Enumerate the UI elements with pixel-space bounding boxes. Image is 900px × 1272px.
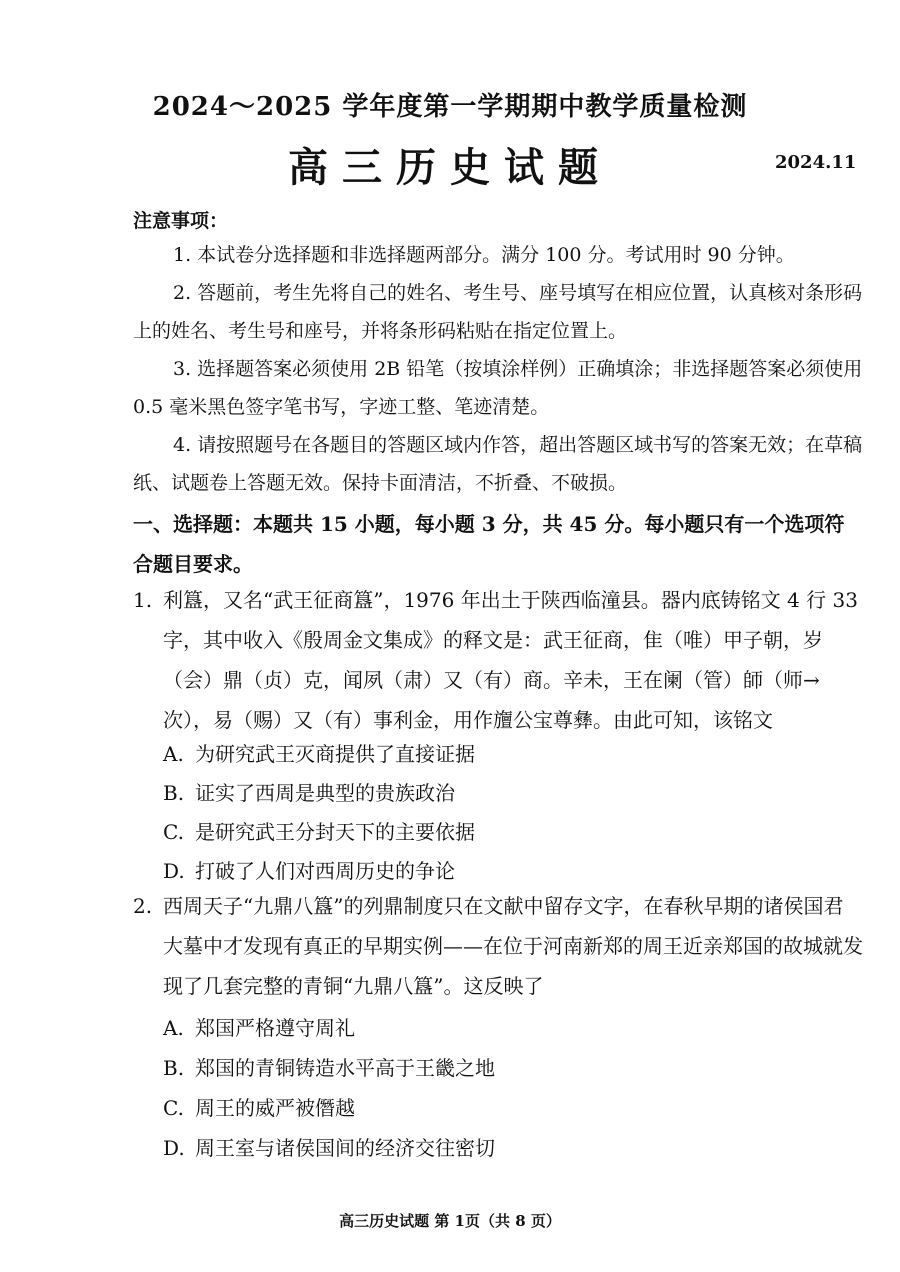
option-d <box>163 1132 495 1161</box>
notice-item <box>133 274 863 350</box>
page-title: 高三历史试题 <box>288 144 612 191</box>
option-letter: B. <box>163 1056 185 1080</box>
notice-item-text: 2. 答题前，考生先将自己的姓名、考生号、座号填写在相应位置，认真核对条形码上的姓名、考生号和座号，并将条形码粘贴在指定位置上。 <box>133 282 863 342</box>
option-text: 郑国严格遵守周礼 <box>195 1016 355 1040</box>
notice-item <box>133 350 863 426</box>
option-text: 是研究武王分封天下的主要依据 <box>195 820 475 844</box>
section-heading: 一、选择题：本题共 15 小题，每小题 3 分，共 45 分。每小题只有一个选项符合题目要求。 <box>133 512 845 576</box>
option-a <box>163 738 475 767</box>
notice-item <box>133 236 863 274</box>
option-text: 打破了人们对西周历史的争论 <box>195 859 455 883</box>
notice-heading: 注意事项： <box>133 210 229 232</box>
option-text: 为研究武王灭商提供了直接证据 <box>195 742 475 766</box>
option-b <box>163 777 455 806</box>
question-stem: 利簋，又名“武王征商簋”，1976 年出土于陕西临潼县。器内底铸铭文 4 行 33 字，其中收入《殷周金文集成》的释文是：武王征商，隹（唯）甲子朝，岁（会）鼎（贞）克，闻夙（肃）又（有）商。辛未，王在阑（管）師（师→次），易（赐）又（有）事利金，用作旜公宝尊彝。由此可知，该铭文 <box>163 588 858 732</box>
option-c <box>163 1092 355 1121</box>
question-2 <box>133 886 863 1006</box>
option-letter: A. <box>163 742 184 766</box>
option-text: 郑国的青铜铸造水平高于王畿之地 <box>195 1056 495 1080</box>
option-letter: A. <box>163 1016 184 1040</box>
option-text: 周王室与诸侯国间的经济交往密切 <box>195 1136 495 1160</box>
option-letter: D. <box>163 1136 185 1160</box>
option-d <box>163 855 455 884</box>
exam-date: 2024.11 <box>775 152 857 173</box>
exam-header: 2024～2025 学年度第一学期期中教学质量检测 <box>152 92 748 122</box>
notice-item-text: 3. 选择题答案必须使用 2B 铅笔（按填涂样例）正确填涂；非选择题答案必须使用 0.5 毫米黑色签字笔书写，字迹工整、笔迹清楚。 <box>133 358 863 418</box>
notice-item-text: 4. 请按照题号在各题目的答题区域内作答，超出答题区域书写的答案无效；在草稿纸、试题卷上答题无效。保持卡面清洁，不折叠、不破损。 <box>133 434 863 494</box>
option-a <box>163 1012 355 1041</box>
question-number: 1. <box>133 588 153 612</box>
question-number: 2. <box>133 894 153 918</box>
option-b <box>163 1052 495 1081</box>
option-letter: C. <box>163 820 184 844</box>
option-letter: B. <box>163 781 185 805</box>
question-stem: 西周天子“九鼎八簋”的列鼎制度只在文献中留存文字，在春秋早期的诸侯国君大墓中才发现有真正的早期实例——在位于河南新郑的周王近亲郑国的故城就发现了几套完整的青铜“九鼎八簋”。这反映了 <box>163 894 863 998</box>
option-c <box>163 816 475 845</box>
notice-item-text: 1. 本试卷分选择题和非选择题两部分。满分 100 分。考试用时 90 分钟。 <box>173 244 795 266</box>
option-letter: C. <box>163 1096 184 1120</box>
page-footer: 高三历史试题 第 1页（共 8 页） <box>339 1212 561 1230</box>
question-1 <box>133 580 863 740</box>
option-text: 证实了西周是典型的贵族政治 <box>195 781 455 805</box>
option-letter: D. <box>163 859 185 883</box>
notice-item <box>133 426 863 502</box>
option-text: 周王的威严被僭越 <box>195 1096 355 1120</box>
